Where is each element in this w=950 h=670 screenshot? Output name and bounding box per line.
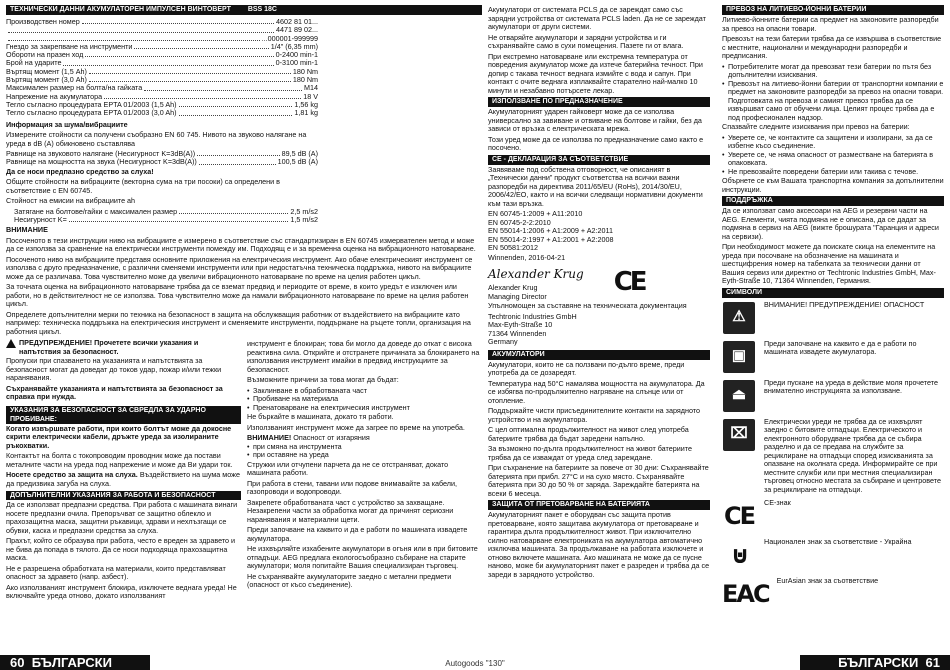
spec-key: Производствен номер <box>6 17 80 26</box>
footer-center: Autogoods "130" <box>445 658 505 668</box>
symbol-text: EurAsian знак за съответствие <box>776 576 879 585</box>
spec-dots <box>179 208 288 214</box>
trans-list2-item: • Уверете се, че контактите са защитени и изолирани, за да се избегне късо съединение. <box>728 134 944 151</box>
address-line: 71364 Winnenden <box>488 328 547 338</box>
acc-para: При съхранение на батериите за повече от 30 дни: Съхранявайте батерията при прибл. 27°C и на сухо място. Съхранявайте батерията при 30 до 50 % от заряда. Зареждайте батерията на всеки 6 месеца. <box>488 463 709 498</box>
spec-value: 4602 81 01... <box>276 17 318 26</box>
symbol-text: Преди пускане на уреда в действие моля прочетете внимателно инструкцията за използване. <box>764 377 938 395</box>
symbols-header: СИМВОЛИ <box>722 288 944 298</box>
auth-text: Упълномощен за съставяне на техническата документация <box>488 301 687 310</box>
spec-value: 1/4" (6,35 mm) <box>270 41 318 51</box>
vibration-sub: Стойност на емисии на вибрациите ah <box>6 196 136 206</box>
trans-list-item: • Превозът на литиево-йонни батерии от транспортни компании е предмет на законовите разпоредби за превоз на опасни товари. Подготовката на превоза и самият превоз трябва да се извършват само от обучени лица. Целият процес трябва да е под професионален надзор. <box>728 80 944 123</box>
eac-mark-icon: EAC <box>722 579 769 608</box>
page-number-left: 60 <box>10 655 25 670</box>
address <box>488 313 710 347</box>
col2-paras <box>247 340 482 385</box>
specs-table <box>6 18 318 118</box>
attention-title: ВНИМАНИЕ <box>6 225 48 235</box>
extra-para: Ако използваният инструмент блокира, изключете веднага уреда! Не включвайте уреда отново, докато използваният <box>6 582 237 601</box>
col2-list2-item: • при оставяне на уреда <box>253 451 482 460</box>
col2-para2: При работа в стени, тавани или подове внимавайте за кабели, газопроводи и водопроводи. <box>247 478 458 497</box>
trans-list2 <box>722 134 944 177</box>
acc-para: Акумулатори, които не са ползвани по-дълго време, преди употреба да се дозаредят. <box>488 359 685 377</box>
battery-remove-icon: ⏏ <box>723 380 755 412</box>
middle-top-para: Акумулатори от системата PCLS да се зареждат само със зарядни устройства от системата PCLS laden. Да не се зареждат акумулатори от други системи. <box>488 5 706 31</box>
col2-list2 <box>247 443 482 460</box>
warning-text: Пропуски при спазването на указанията и напътствията за безопасност могат да доведат до токов удар, пожар и/или тежки наранявания. <box>6 356 222 383</box>
sig-title: Managing Director <box>488 291 547 301</box>
prot-text: Акумулаторният пакет е оборудван със защита против претоварване, която защитава акумулатора от претоварване и гарантира дълга продължителност живот. При изключително силно натоварване електрониката на акумулатора автоматично изключва машината. За продължаване на работата изключете и отново включете машината. Ако машината не може да се пусне наново, може би акумулаторният пакет е разреден и трябва да се зареди в зарядното устройство. <box>488 510 710 579</box>
symbol-box <box>722 301 756 335</box>
col2-para2: Не съхранявайте акумулаторите заедно с метални предмети (опасност от късо съединение). <box>247 571 452 590</box>
trans-p2: Превозът на тези батерии трябва да се извършва в съответствие с местните, национални и международни разпоредби и предписания. <box>722 34 942 60</box>
symbols-list <box>722 301 944 612</box>
use-paras <box>488 108 710 153</box>
page-number-right: 61 <box>925 655 940 670</box>
ear2-text: Въздействието на шума може да предизвика загуба на слуха. <box>6 470 240 488</box>
drill-bold: Когато извършвате работи, при които болтът може да докосне скрити електрически кабели, дръжте уреда за изолираните ръкохватки. <box>6 423 232 450</box>
symbol-row <box>722 538 944 572</box>
warning-triangle-icon <box>6 339 16 348</box>
symbol-box <box>722 538 756 572</box>
use-para: Акумулаторният ударен гайковерт може да се използва универсално за завиване и отвиване на болтове и гайки, без да зависи от връзка с електрическата мрежа. <box>488 107 702 133</box>
middle-column <box>488 5 710 655</box>
trans-list-item: • Потребителите могат да превозват тези батерии по пътя без допълнителни изисквания. <box>728 63 944 80</box>
spec-key: Обороти на празен ход <box>6 50 84 60</box>
col2-list2-item: • при смяна на инструмента <box>253 443 482 452</box>
col2-list-item: • Пробиване на материала <box>253 395 482 404</box>
symbol-row <box>722 577 944 611</box>
ear2-bold: Носете средство за защита на слуха. <box>6 470 138 480</box>
ce-norm: EN 60745-1:2009 + A11:2010 <box>488 209 583 218</box>
use-para: Този уред може да се използва по предназначение само както е посочено. <box>488 134 704 152</box>
acc-para: За възможно по-дълга продължителност на живот батериите трябва да се изваждат от уреда след зареждане. <box>488 444 692 462</box>
spec-row <box>6 109 318 117</box>
spec-key: Въртящ момент (1,5 Ah) <box>6 66 87 76</box>
ce-norm: EN 60745-2-2:2010 <box>488 217 551 227</box>
attention-paras <box>6 237 482 337</box>
acc-paras <box>488 361 710 499</box>
col2-p2: Не бъркайте в машината, докато тя работи. <box>247 412 394 422</box>
spec-key: Гнездо за закрепване на инструменти <box>6 41 133 51</box>
ce-place: Winnenden, 2016-04-21 <box>488 252 566 262</box>
spec-dots <box>144 84 302 90</box>
warning-triangle-icon: ⚠ <box>723 302 755 334</box>
spec-dots <box>85 51 273 57</box>
ce-text: Заявяваме под собствена отговорност, че описаният в „Технически данни” продукт съответства на всички важни разпоредби на директива 2011/65/EU (RoHs), 2014/30/EU, 2006/42/EO, както и на всички следващи нормативни документи към тази връзка. <box>488 164 703 208</box>
middle-top-para: При екстремно натоварване или екстремна температура от повредения акумулатор може да изтече батерийна течност. При допир с такава течност веднага измийте с вода и сапун. При контакт с очите веднага изплаквайте старателно най-малко 10 минути и незабавно потърсете лекар. <box>488 51 703 95</box>
spec-dots <box>63 59 273 65</box>
noise-text: Измерените стойности са получени съобразно EN 60 745. Нивото на звуково налягане на уреда в dB (A) обикновено съставлява <box>6 130 307 148</box>
spec-key: Равнище на мощността на звука (Несигурност K=3dB(A)) <box>6 157 197 167</box>
spec-dots <box>89 68 291 74</box>
spec-key: Затягане на болтове/гайки с максимален размер <box>14 206 178 216</box>
spec-key: Равнище на звуковото налягане (Несигурност K=3dB(A)) <box>6 149 196 159</box>
prot-header: ЗАЩИТА ОТ ПРЕТОВАРВАНЕ НА БАТЕРИЯТА <box>488 500 710 510</box>
acc-para: С цел оптимална продължителност на живот след употреба батериите трябва да бъдат заредени напълно. <box>488 425 689 443</box>
vibration-text: Общите стойности на вибрациите (векторна сума на три посоки) са определени в съответствие с EN 60745. <box>6 177 280 195</box>
acc-header: АКУМУЛАТОРИ <box>488 350 710 360</box>
col2-paras2 <box>247 461 482 590</box>
symbol-row <box>722 499 944 533</box>
col2-warn-label: ВНИМАНИЕ! <box>247 433 292 443</box>
support-header: ПОДДРЪЖКА <box>722 196 944 206</box>
drill-header: УКАЗАНИЯ ЗА БЕЗОПАСНОСТ ЗА СВРЕДЛА ЗА УДАРНО ПРОБИВАНЕ: <box>6 406 241 424</box>
col2-list-item: • Пренатоварване на електрическия инструмент <box>253 404 482 413</box>
spec-dots <box>179 109 293 115</box>
trans-p4: Обърнете се към Вашата транспортна компания за допълнителни инструкции. <box>722 176 944 194</box>
spec-value: 0-3100 min-1 <box>275 58 318 68</box>
ukraine-mark-icon: ⊍ <box>730 540 748 569</box>
middle-top <box>488 6 710 95</box>
trans-p3: Спазвайте следните изисквания при превоз на батерии: <box>722 122 910 131</box>
spec-value: 18 V <box>303 91 318 101</box>
spec-value: 4471 89 02... <box>276 25 318 35</box>
col2-para2: Закрепете обработваната част с устройство за захващане. Незакрепени части за обработка могат да причинят сериозни наранявания и материални щети. <box>247 497 454 524</box>
address-line: Techtronic Industries GmbH <box>488 311 577 321</box>
col2-para: Възможните причини за това могат да бъдат: <box>247 375 399 385</box>
ce-norm: EN 55014-2:1997 + A1:2001 + A2:2008 <box>488 234 614 244</box>
col2-list-item: • Заклинване в обработваната част <box>253 387 482 396</box>
read-manual-icon: ▣ <box>723 341 755 373</box>
middle-top-para: Не отваряйте акумулатори и зарядни устройства и ги съхранявайте само в сухи помещения. Пазете ги от влага. <box>488 32 684 50</box>
ce-header: CE - ДЕКЛАРАЦИЯ ЗА СЪОТВЕТСТВИЕ <box>488 155 710 165</box>
col2-list <box>247 387 482 413</box>
address-line: Germany <box>488 337 518 346</box>
transport-header: ПРЕВОЗ НА ЛИТИЕВО-ЙОННИ БАТЕРИИ <box>722 5 944 15</box>
spec-row <box>6 158 318 166</box>
symbol-row <box>722 379 944 413</box>
spec-dots <box>179 101 293 107</box>
symbol-row <box>722 301 944 335</box>
language-left: БЪЛГАРСКИ <box>31 655 112 670</box>
symbol-box <box>722 418 756 452</box>
symbol-box <box>722 499 756 533</box>
ce-mark-icon: CE <box>723 501 754 530</box>
spec-value: 180 Nm <box>292 75 318 85</box>
sig-name: Alexander Krug <box>488 283 538 292</box>
extra-header: ДОПЪЛНИТЕЛНИ УКАЗАНИЯ ЗА РАБОТА И БЕЗОПАСНОСТ <box>6 491 241 500</box>
spec-value: 89,5 dB (A) <box>281 149 318 159</box>
spec-key: Напрежение на акумулатора <box>6 91 103 101</box>
col2-warn-text: Опасност от изгаряния <box>293 433 370 443</box>
extra-para: Да се използват предпазни средства. При работа с машината винаги носете предпазни очила. Препоръчват се защитно облекло и прахозащитна маска, защитни ръкавици, здрави и нехлъзгащи се обувки, каска и предпазни средства за слуха. <box>6 500 238 535</box>
ce-norm: EN 50581:2012 <box>488 243 538 252</box>
spec-dots <box>197 150 280 156</box>
attention-para: За точната оценка на вибрационното натоварване трябва да се вземат предвид и периодите от време, в които уредът е изключен или работи, но в действителност не се използва. Това чувствително може да намали вибрационното натоварване по време на целия работен цикъл. <box>6 282 469 309</box>
address-line: Max-Eyth-Straße 10 <box>488 320 553 329</box>
symbol-text: Национален знак за съответствие - Украйна <box>764 537 912 546</box>
spec-value: 2,5 m/s2 <box>290 206 318 216</box>
extra-paras <box>6 501 241 601</box>
symbol-text: Преди започване на каквито е да е работи по машината извадете акумулатора. <box>764 338 917 356</box>
attention-para: Посоченото ниво на вибрациите представя основните приложения на електрическия инструмент. Ако обаче електрическият инструмент се използва с друго предназначение, с различни сменяеми инструменти или при недостатъчна техническа поддръжка, нивото на вибрациите може да се различава. Това чувствително може да увеличи вибрационното натоварване по време на целия работен цикъл. <box>6 254 473 281</box>
spec-value: M14 <box>304 83 318 93</box>
col2-para2: Преди започване на каквито и да е работи по машината извадете акумулатора. <box>247 525 468 543</box>
trans-list <box>722 63 944 123</box>
use-header: ИЗПОЛЗВАНЕ ПО ПРЕДНАЗНАЧЕНИЕ <box>488 97 710 107</box>
spec-dots <box>104 93 301 99</box>
attention-para: Определете допълнителни мерки по техника на безопасност в защита на обслужващия работник от въздействието на вибрациите като например: техническа поддръжка на електрическия инструмент и сменяемите инструменти, поддържане на ръцете топли, организация на работния цикъл. <box>6 309 471 336</box>
attention-para: Посоченото в тези инструкции ниво на вибрациите е измерено в съответствие със стандартизиран в EN 60745 измервателен метод и може да се използва за сравнение на електрически инструменти помежду им. Подходящ е и за временна оценка на вибрационното натоварване. <box>6 235 476 254</box>
sup-p1: Да се използват само аксесоари на AEG и резервни части на AEG. Елементи, чията подмяна не е описана, да се дадат за подмяна в сервиз на AEG (вижте брошурата "Гаранция и адреси на сервизи). <box>722 206 939 241</box>
trans-list2-item: • Уверете се, че няма опасност от разместване на батерията в опаковката. <box>728 151 944 168</box>
vibration-table <box>6 208 318 225</box>
language-right: БЪЛГАРСКИ <box>838 655 919 670</box>
col2-p3: Използваният инструмент може да загрее по време на употреба. <box>247 422 465 432</box>
trans-p1: Литиево-йонните батерии са предмет на законовите разпоредби за превоз на опасни товари. <box>722 15 939 33</box>
spec-dots <box>89 76 291 82</box>
ear-warning: Да се носи предпазно средство за слуха! <box>6 166 154 176</box>
symbol-box <box>722 577 769 611</box>
symbol-text: CE-знак <box>764 498 791 507</box>
spec-key: Брой на ударите <box>6 58 62 68</box>
noise-table <box>6 150 318 167</box>
spec-value: 0-2400 min-1 <box>275 50 318 60</box>
tech-data-header: ТЕХНИЧЕСКИ ДАННИ АКУМУЛАТОРЕН ИМПУЛСЕН ВИНТОВЕРТ BSS 18C <box>6 5 482 15</box>
spec-key: Максимален размер на болта/на гайката <box>6 83 143 93</box>
spec-value: 1,56 kg <box>294 99 318 109</box>
signature: Alexander Krug <box>488 267 584 281</box>
spec-key: Несигурност K= <box>14 214 67 224</box>
spec-key: Тегло съгласно процедурата EPTA 01/2003 (3,0 Ah) <box>6 108 177 118</box>
spec-dots <box>82 18 274 24</box>
col2-para2: Стружки или отчупени парчета да не се отстраняват, докато машината работи. <box>247 459 449 478</box>
spec-dots <box>134 43 268 49</box>
symbol-row <box>722 418 944 495</box>
ce-mark-icon: CE <box>613 267 645 298</box>
spec-key: Въртящ момент (3,0 Ah) <box>6 75 87 85</box>
spec-value: ...000001-999999 <box>261 33 318 43</box>
spec-value: 1,81 kg <box>294 108 318 118</box>
spec-dots <box>69 216 289 222</box>
symbol-row <box>722 340 944 374</box>
spec-key: Тегло съгласно процедурата EPTA 01/2003 (1,5 Ah) <box>6 99 177 109</box>
warning-heading: ПРЕДУПРЕЖДЕНИЕ! Прочетете всички указания и напътствия за безопасност. <box>6 339 241 356</box>
col2-para: инструмент е блокиран; това би могло да доведе до откат с висока реактивна сила. Открийте и отстранете причината за блокирането на използвания инструмент имайки в предвид инструкциите за безопасност. <box>247 339 480 374</box>
spec-value: 1,5 m/s2 <box>290 214 318 224</box>
trans-list2-item: • Не превозвайте повредени батерии или такива с течове. <box>728 168 944 177</box>
noise-title: Информация за шума/вибрациите <box>6 119 128 129</box>
spec-dots <box>8 35 260 41</box>
symbol-text: ВНИМАНИЕ! ПРЕДУПРЕЖДЕНИЕ! ОПАСНОСТ <box>764 299 925 309</box>
symbol-box <box>722 340 756 374</box>
warning-keep: Съхранявайте указанията и напътствията за безопасност за справка при нужда. <box>6 383 223 402</box>
spec-dots <box>199 158 276 164</box>
spec-row <box>14 216 318 224</box>
spec-dots <box>8 26 274 32</box>
col2-para2: Не изхвърляйте изхабените акумулатори в огъня или в при битовите отпадъци. AEG предлага екологосъобразно събиране на старите акумулатори; моля попитайте Вашия специализиран търговец. <box>247 544 478 571</box>
acc-para: Поддържайте чисти присъединителните контакти на зарядното устройство и на акумулатора. <box>488 406 700 424</box>
spec-value: 180 Nm <box>292 66 318 76</box>
symbol-text: Електрически уреди не трябва да се изхвърлят заедно с битовите отпадъци. Електрическото и електронното оборудване трябва да се събира разделно и да се предава на службите за рециклиране на отпадъци според изискванията за опазване на околната среда. Информирайте се при местните служби или при местния специализиран търговец относно местата за събиране и центровете за рециклиране на отпадъци. <box>764 416 942 494</box>
right-column <box>722 5 944 655</box>
sup-p2: При необходимост можете да поискате скица на елементите на уреда при посочване на обозначение на машината и шестцифрения номер на табелката за технически данни от Вашия сервиз или директно от Techtronic Industries GmbH, Max-Eyth-Straße 10, 71364 Winnenden, Германия. <box>722 242 936 285</box>
crossed-bin-icon: ⌧ <box>723 419 755 451</box>
ce-norms <box>488 210 710 253</box>
extra-para: Прахът, който се образува при работа, често е вреден за здравето и не бива да попада в тялото. Да се носи подходяща прахозащитна маска. <box>6 536 236 563</box>
drill-text: Контактът на болта с токопроводим проводник може да постави металните части на уреда под напрежение и може да Ви удари ток. <box>6 451 233 469</box>
left-column <box>6 5 482 655</box>
symbol-box <box>722 379 756 413</box>
model-name: BSS 18C <box>247 6 277 13</box>
spec-value: 100,5 dB (A) <box>277 157 318 167</box>
ce-norm: EN 55014-1:2006 + A1:2009 + A2:2011 <box>488 226 613 235</box>
spec-row <box>6 18 318 26</box>
acc-para: Температура над 50°C намалява мощността на акумулатора. Да се избягва по-продължително нагряване на слънце или от отопление. <box>488 378 705 405</box>
extra-para: Не е разрешена обработката на материали, които представляват опасност за здравето (напр. азбест). <box>6 563 226 582</box>
